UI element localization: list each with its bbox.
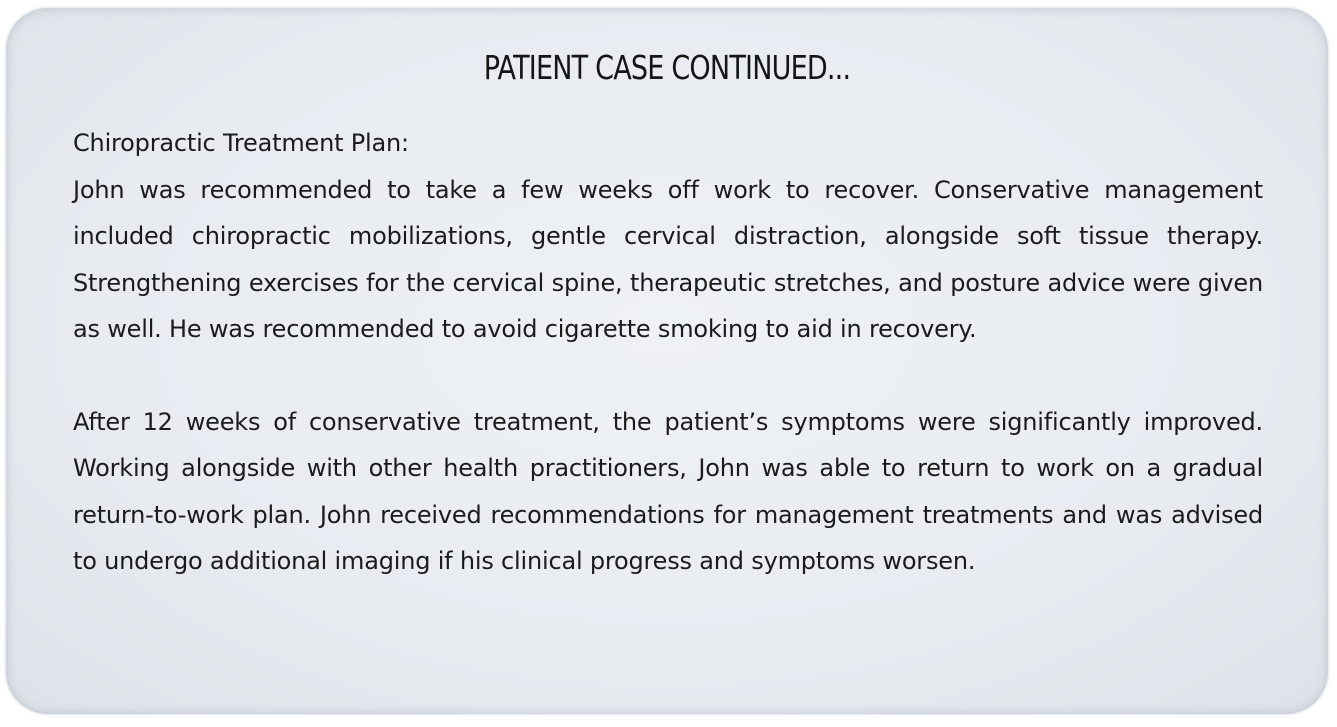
treatment-plan-heading: Chiropractic Treatment Plan:: [73, 129, 409, 157]
card-title: PATIENT CASE CONTINUED...: [483, 48, 851, 87]
treatment-paragraph: John was recommended to take a few weeks off work to recover. Conservative management included chiropractic mobilizations, gentle cervical distraction, alongside soft tissue therapy. Strengthening exercises for the cervical spine, therapeutic stretches, and posture advice were given as well. He was recommended to avoid cigarette smoking to aid in recovery.: [73, 175, 1263, 343]
outcome-paragraph: After 12 weeks of conservative treatment, the patient’s symptoms were significantly improved. Working alongside with other health practitioners, John was able to return to work on a gradual return-to-work plan. John received recommendations for management treatments and was advised to undergo additional imaging if his clinical progress and symptoms worsen.: [73, 407, 1263, 575]
card-content: [73, 120, 1263, 585]
case-card: [6, 8, 1328, 714]
